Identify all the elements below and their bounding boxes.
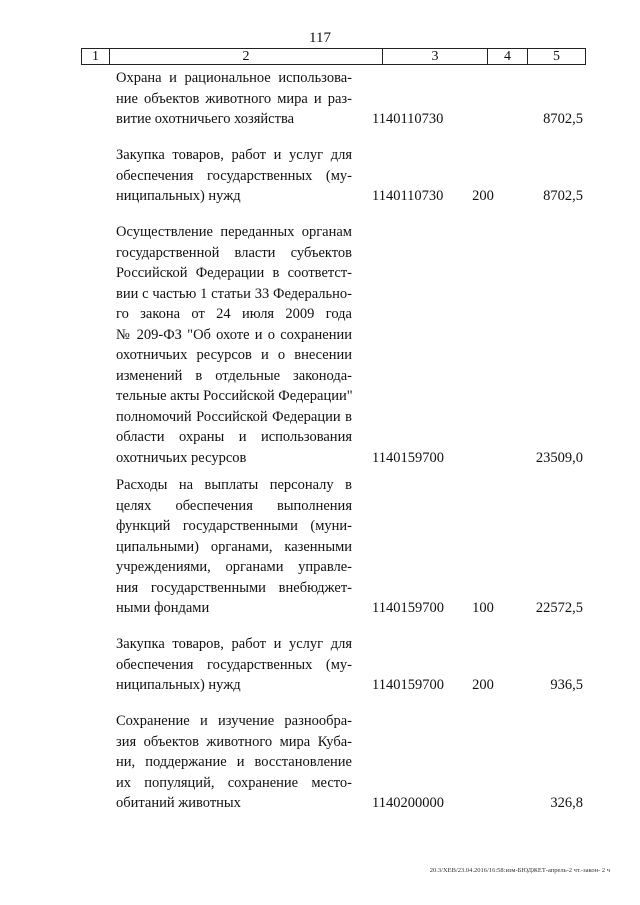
row-code: 1140159700 [372, 449, 444, 466]
row-description [116, 711, 352, 814]
description-line: функций государственными (муни- [116, 518, 352, 534]
description-line: зия объектов животного мира Куба- [116, 733, 352, 750]
description-line: вии с частью 1 статьи 33 Федерально- [116, 285, 352, 302]
row-code: 1140110730 [372, 188, 444, 204]
description-line: учреждениями, органами управле- [116, 559, 352, 575]
row-expense-type: 200 [472, 188, 494, 204]
column-header-3: 3 [383, 49, 488, 64]
description-line: № 209-ФЗ "Об охоте и о сохранении [116, 326, 352, 343]
description-line: ни, поддержание и восстановление [116, 754, 352, 770]
description-line: ниципальных) нужд [116, 677, 241, 693]
row-code: 1140159700 [372, 677, 444, 693]
row-description [116, 145, 352, 207]
row-amount: 326,8 [550, 795, 583, 811]
description-line: витие охотничьего хозяйства [116, 111, 295, 127]
row-expense-type: 100 [472, 600, 494, 616]
description-line: Расходы на выплаты персоналу в [116, 477, 352, 493]
description-line: изменений в отдельные законода- [116, 367, 352, 384]
row-code: 1140200000 [372, 795, 444, 811]
page-number: 117 [309, 30, 331, 46]
description-line: Сохранение и изучение разнообра- [116, 713, 352, 729]
description-line: ными фондами [116, 600, 210, 616]
description-line: обитаний животных [116, 795, 241, 811]
row-code: 1140110730 [372, 111, 444, 127]
row-amount: 8702,5 [543, 188, 583, 204]
description-line: целях обеспечения выполнения [116, 497, 352, 514]
description-line: тельные акты Российской Федерации" [116, 388, 353, 404]
row-amount: 23509,0 [535, 449, 583, 466]
description-line: ципальными) органами, казенными [116, 538, 352, 555]
column-header-2: 2 [110, 49, 383, 64]
footer-file-stamp: 20.3/ХЕВ/23.04.2016/16:58:изм-БЮДЖЕТ-апрель-2 чт.-закон- 2 ч [429, 867, 610, 874]
description-line: ния государственными внебюджет- [116, 579, 352, 596]
description-line: Осуществление переданных органам [116, 224, 352, 240]
description-line: Российской Федерации в соответст- [116, 265, 352, 281]
description-line: го закона от 24 июля 2009 года [116, 306, 352, 322]
row-code: 1140159700 [372, 600, 444, 616]
row-amount: 22572,5 [535, 600, 583, 616]
row-description [116, 222, 352, 468]
description-line: области охраны и использования [116, 429, 352, 445]
row-description [116, 634, 352, 696]
description-line: ниципальных) нужд [116, 188, 241, 204]
description-line: обеспечения государственных (му- [116, 656, 352, 673]
description-line: ние объектов животного мира и раз- [116, 90, 352, 107]
row-expense-type: 200 [472, 677, 494, 693]
column-header-4: 4 [488, 49, 528, 64]
row-description [116, 475, 352, 619]
description-line: государственной власти субъектов [116, 244, 352, 261]
description-line: полномочий Российской Федерации в [116, 408, 352, 425]
column-header-row [81, 48, 586, 65]
description-line: охотничьих ресурсов [116, 449, 247, 466]
description-line: Закупка товаров, работ и услуг для [116, 147, 352, 163]
description-line: Охрана и рациональное использова- [116, 70, 352, 86]
row-amount: 936,5 [550, 677, 583, 693]
row-description [116, 68, 352, 130]
description-line: Закупка товаров, работ и услуг для [116, 636, 352, 652]
column-header-1: 1 [82, 49, 110, 64]
description-line: охотничьих ресурсов и о внесении [116, 347, 352, 363]
description-line: обеспечения государственных (му- [116, 167, 352, 184]
row-amount: 8702,5 [543, 111, 583, 127]
column-header-5: 5 [553, 49, 560, 64]
description-line: их популяций, сохранение место- [116, 774, 352, 791]
